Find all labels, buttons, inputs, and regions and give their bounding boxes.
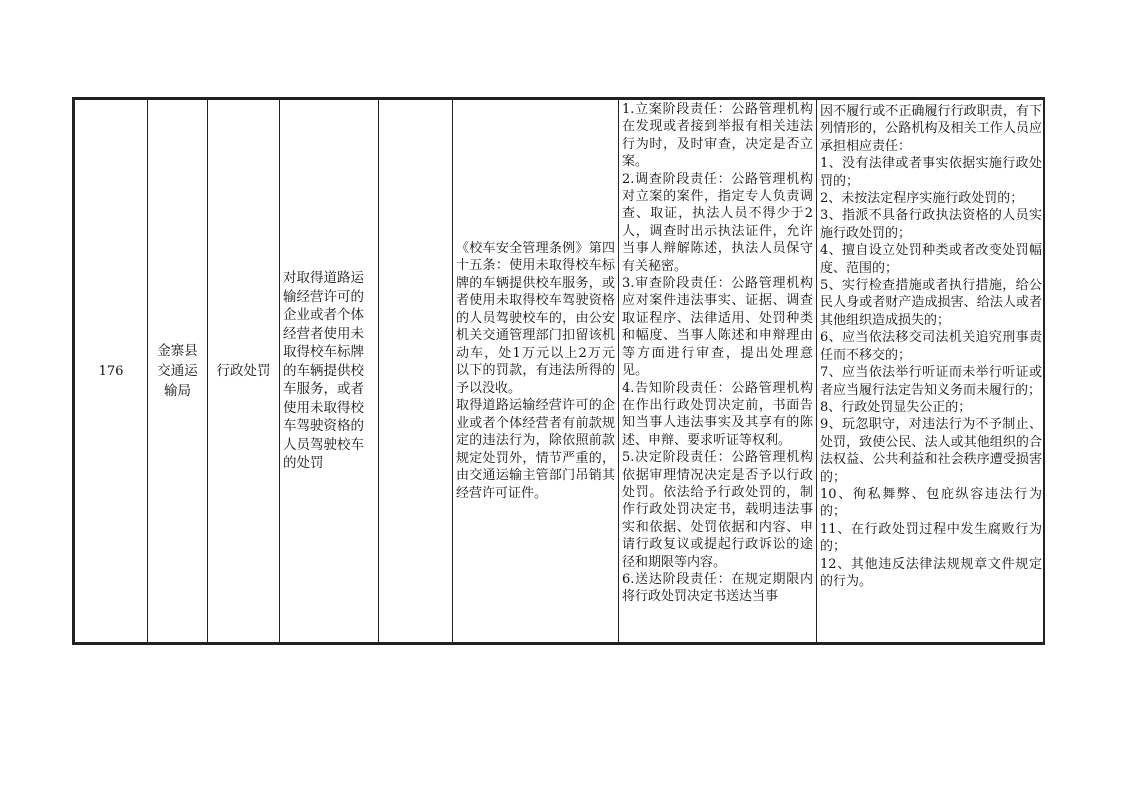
accountability-item: 8、行政处罚显失公正的； xyxy=(820,399,972,415)
accountability-item: 12、其他违反法律法规规章文件规定的行为。 xyxy=(820,556,1042,589)
table-row xyxy=(75,100,1046,643)
responsibility-item: 4.告知阶段责任：公路管理机构在作出行政处罚决定前，书面告知当事人违法事实及其享有的陈述、申辩、要求听证等权利。 xyxy=(622,380,813,448)
power-list-table xyxy=(72,97,1045,645)
responsibility-item: 5.决定阶段责任：公路管理机构依据审理情况决定是否予以行政处罚。依法给予行政处罚的，制作行政处罚决定书，载明违法事实和依据、处罚依据和内容、申请行政复议或提起行政诉讼的途径和期限等内容。 xyxy=(622,450,813,570)
sub-item-cell xyxy=(379,100,453,643)
responsibility-item: 6.送达阶段责任：在规定期限内将行政处罚决定书送达当事 xyxy=(622,571,813,605)
responsibility-item: 1.立案阶段责任：公路管理机构在发现或者接到举报有相关违法行为时，及时审查，决定是否立案。 xyxy=(622,102,813,170)
power-type: 行政处罚 xyxy=(208,100,280,643)
accountability-item: 4、擅自设立处罚种类或者改变处罚幅度、范围的； xyxy=(820,243,1042,276)
accountability-item: 10、徇私舞弊、包庇纵容违法行为的； xyxy=(820,486,1042,520)
responsibility-item: 2.调查阶段责任：公路管理机构对立案的案件，指定专人负责调查、取证，执法人员不得少于2人，调查时出示执法证件，允许当事人辩解陈述，执法人员保守有关秘密。 xyxy=(622,171,813,274)
accountability-item: 7、应当依法举行听证而未举行听证或者应当履行法定告知义务而未履行的； xyxy=(820,365,1042,398)
accountability-item: 5、实行检查措施或者执行措施，给公民人身或者财产造成损害、给法人或者其他组织造成损失的； xyxy=(820,278,1042,328)
accountability-item: 1、没有法律或者事实依据实施行政处罚的； xyxy=(820,156,1042,189)
responsibility-item: 3.审查阶段责任：公路管理机构应对案件违法事实、证据、调查取证程序、法律适用、处罚种类和幅度、当事人陈述和申辩理由等方面进行审查，提出处理意见。 xyxy=(622,276,813,379)
responsibility-list xyxy=(619,100,816,643)
legal-basis-paragraph: 《校车安全管理条例》第四十五条：使用未取得校车标牌的车辆提供校车服务，或者使用未取得校车驾驶资格的人员驾驶校车的，由公安机关交通管理部门扣留该机动车，处1万元以上2万元以下的罚款，有违法所得的予以没收。 xyxy=(456,240,615,396)
accountability-item: 3、指派不具备行政执法资格的人员实施行政处罚的； xyxy=(820,208,1042,241)
accountability-list xyxy=(817,100,1045,590)
row-number: 176 xyxy=(75,100,148,643)
legal-basis-paragraph: 取得道路运输经营许可的企业或者个体经营者有前款规定的违法行为，除依照前款规定处罚外，情节严重的，由交通运输主管部门吊销其经营许可证件。 xyxy=(456,398,615,501)
power-item-name: 对取得道路运输经营许可的企业或者个体经营者使用未取得校车标牌的车辆提供校车服务，或者使用未取得校车驾驶资格的人员驾驶校车的处罚 xyxy=(280,100,379,643)
legal-basis xyxy=(453,100,619,643)
accountability-item: 9、玩忽职守，对违法行为不予制止、处罚，致使公民、法人或其他组织的合法权益、公共利益和社会秩序遭受损害的； xyxy=(820,417,1042,485)
implementing-agency: 金寨县交通运输局 xyxy=(148,100,208,643)
responsibility-items xyxy=(619,100,817,643)
accountability-item: 因不履行或不正确履行行政职责，有下列情形的，公路机构及相关工作人员应承担相应责任： xyxy=(820,104,1042,154)
accountability-item: 2、未按法定程序实施行政处罚的； xyxy=(820,191,1024,207)
accountability-item: 11、在行政处罚过程中发生腐败行为的； xyxy=(820,521,1042,555)
power-table xyxy=(74,99,1045,643)
accountability-item: 6、应当依法移交司法机关追究刑事责任而不移交的； xyxy=(820,330,1042,363)
accountability-items xyxy=(817,100,1046,643)
